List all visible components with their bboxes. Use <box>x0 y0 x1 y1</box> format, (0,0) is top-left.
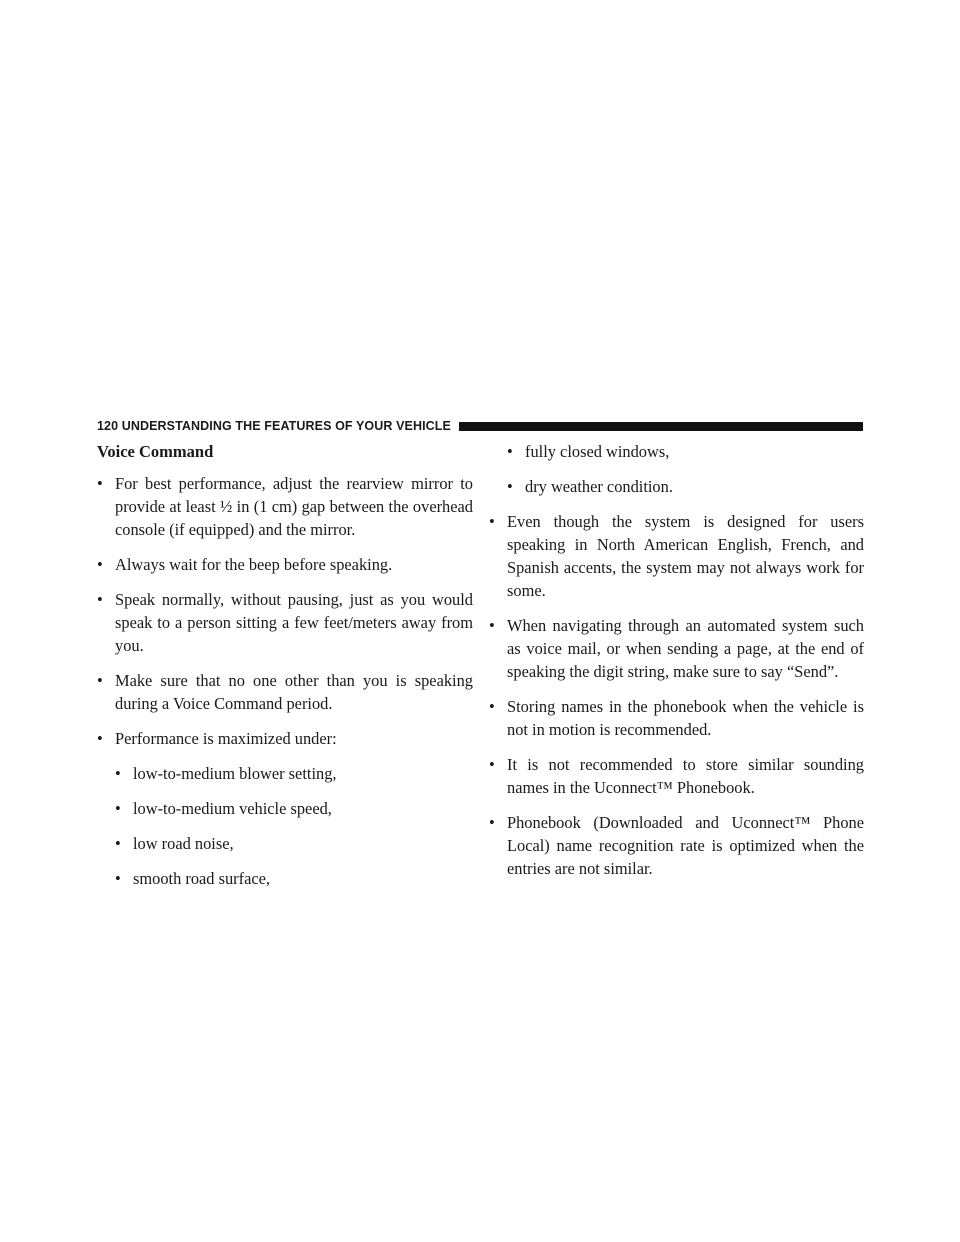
header-rule <box>459 422 863 431</box>
list-item-text: Performance is maximized under: <box>115 729 337 748</box>
list-item-text: Even though the system is designed for users speaking in North American English, French, and Spanish accents, the system may not always work for some. <box>507 512 864 600</box>
left-column <box>97 440 473 902</box>
list-item-text: It is not recommended to store similar sounding names in the Uconnect™ Phonebook. <box>507 755 864 797</box>
list-item <box>97 727 473 750</box>
bullet-icon: • <box>507 477 513 496</box>
section-title: Voice Command <box>97 442 214 461</box>
list-item-text: For best performance, adjust the rearview mirror to provide at least ½ in (1 cm) gap between the overhead console (if equipped) and the mirror. <box>115 474 473 539</box>
sub-list-item <box>115 867 473 890</box>
list-item-text: low road noise, <box>133 834 234 853</box>
bullet-icon: • <box>97 474 103 493</box>
list-item-text: smooth road surface, <box>133 869 270 888</box>
list-item-text: low-to-medium vehicle speed, <box>133 799 332 818</box>
bullet-icon: • <box>489 813 495 832</box>
sub-list-item <box>115 762 473 785</box>
list-item <box>97 553 473 576</box>
bullet-icon: • <box>97 729 103 748</box>
list-item-text: fully closed windows, <box>525 442 670 461</box>
bullet-icon: • <box>489 697 495 716</box>
list-item <box>97 669 473 715</box>
list-item-text: Phonebook (Downloaded and Uconnect™ Phone Local) name recognition rate is optimized when the entries are not similar. <box>507 813 864 878</box>
list-item <box>97 472 473 541</box>
bullet-icon: • <box>115 834 121 853</box>
bullet-icon: • <box>489 616 495 635</box>
bullet-icon: • <box>115 799 121 818</box>
list-item <box>489 753 864 799</box>
bullet-icon: • <box>489 755 495 774</box>
list-item-text: When navigating through an automated system such as voice mail, or when sending a page, at the end of speaking the digit string, make sure to say “Send”. <box>507 616 864 681</box>
list-item-text: Storing names in the phonebook when the vehicle is not in motion is recommended. <box>507 697 864 739</box>
list-item-text: Make sure that no one other than you is speaking during a Voice Command period. <box>115 671 473 713</box>
list-item-text: Always wait for the beep before speaking. <box>115 555 393 574</box>
list-item <box>489 510 864 602</box>
bullet-icon: • <box>507 442 513 461</box>
right-column <box>489 440 864 892</box>
sub-list-item <box>115 797 473 820</box>
list-item <box>97 588 473 657</box>
list-item <box>489 695 864 741</box>
bullet-icon: • <box>97 590 103 609</box>
bullet-icon: • <box>97 555 103 574</box>
list-item <box>489 811 864 880</box>
page-header <box>97 418 863 434</box>
bullet-icon: • <box>97 671 103 690</box>
list-item-text: dry weather condition. <box>525 477 673 496</box>
bullet-icon: • <box>115 869 121 888</box>
list-item-text: Speak normally, without pausing, just as you would speak to a person sitting a few feet/meters away from you. <box>115 590 473 655</box>
bullet-icon: • <box>489 512 495 531</box>
bullet-icon: • <box>115 764 121 783</box>
list-item <box>489 614 864 683</box>
sub-list-item <box>507 475 864 498</box>
sub-list-item <box>507 440 864 463</box>
sub-list-item <box>115 832 473 855</box>
list-item-text: low-to-medium blower setting, <box>133 764 337 783</box>
page-number-header: 120 UNDERSTANDING THE FEATURES OF YOUR VEHICLE <box>97 419 451 433</box>
